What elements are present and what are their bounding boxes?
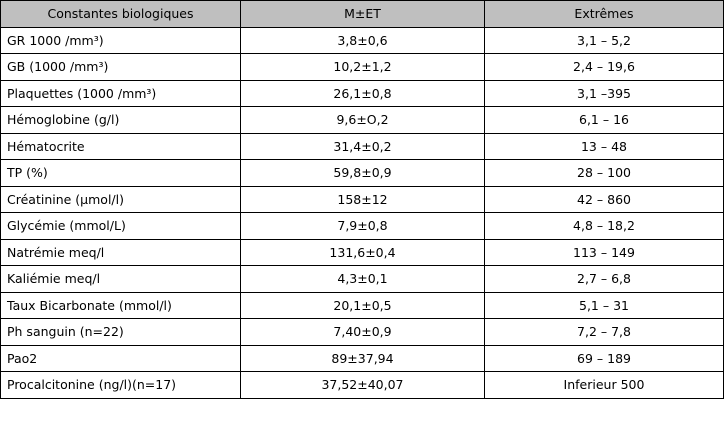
range-cell: 7,2 – 7,8	[485, 319, 724, 346]
range-cell: 42 – 860	[485, 186, 724, 213]
mean-sd-cell: 131,6±0,4	[241, 239, 485, 266]
parameter-cell: Taux Bicarbonate (mmol/l)	[1, 292, 241, 319]
parameter-cell: Ph sanguin (n=22)	[1, 319, 241, 346]
mean-sd-cell: 26,1±0,8	[241, 80, 485, 107]
table-row	[1, 292, 724, 319]
range-cell: 3,1 – 5,2	[485, 27, 724, 54]
table-row	[1, 213, 724, 240]
range-cell: 4,8 – 18,2	[485, 213, 724, 240]
parameter-cell: GR 1000 /mm³)	[1, 27, 241, 54]
range-cell: 2,7 – 6,8	[485, 266, 724, 293]
table-body	[1, 27, 724, 398]
table-row	[1, 239, 724, 266]
parameter-cell: GB (1000 /mm³)	[1, 54, 241, 81]
table-row	[1, 54, 724, 81]
parameter-cell: Plaquettes (1000 /mm³)	[1, 80, 241, 107]
range-cell: 6,1 – 16	[485, 107, 724, 134]
mean-sd-cell: 4,3±0,1	[241, 266, 485, 293]
mean-sd-cell: 10,2±1,2	[241, 54, 485, 81]
parameter-cell: Créatinine (µmol/l)	[1, 186, 241, 213]
parameter-cell: Pao2	[1, 345, 241, 372]
table-row	[1, 319, 724, 346]
mean-sd-cell: 9,6±O,2	[241, 107, 485, 134]
parameter-cell: TP (%)	[1, 160, 241, 187]
table-row	[1, 372, 724, 399]
parameter-cell: Kaliémie meq/l	[1, 266, 241, 293]
table-row	[1, 266, 724, 293]
range-cell: 113 – 149	[485, 239, 724, 266]
mean-sd-cell: 89±37,94	[241, 345, 485, 372]
range-cell: Inferieur 500	[485, 372, 724, 399]
range-cell: 5,1 – 31	[485, 292, 724, 319]
range-cell: 69 – 189	[485, 345, 724, 372]
header-extremes: Extrêmes	[485, 1, 724, 28]
table-row	[1, 345, 724, 372]
mean-sd-cell: 7,9±0,8	[241, 213, 485, 240]
parameter-cell: Hémoglobine (g/l)	[1, 107, 241, 134]
table-row	[1, 133, 724, 160]
table-row	[1, 107, 724, 134]
range-cell: 13 – 48	[485, 133, 724, 160]
header-mean-sd: M±ET	[241, 1, 485, 28]
mean-sd-cell: 59,8±0,9	[241, 160, 485, 187]
mean-sd-cell: 158±12	[241, 186, 485, 213]
header-biological-constants: Constantes biologiques	[1, 1, 241, 28]
range-cell: 28 – 100	[485, 160, 724, 187]
mean-sd-cell: 31,4±0,2	[241, 133, 485, 160]
table-row	[1, 160, 724, 187]
table-row	[1, 186, 724, 213]
table-header-row	[1, 1, 724, 28]
table-row	[1, 27, 724, 54]
range-cell: 2,4 – 19,6	[485, 54, 724, 81]
range-cell: 3,1 –395	[485, 80, 724, 107]
mean-sd-cell: 37,52±40,07	[241, 372, 485, 399]
parameter-cell: Hématocrite	[1, 133, 241, 160]
parameter-cell: Glycémie (mmol/L)	[1, 213, 241, 240]
mean-sd-cell: 7,40±0,9	[241, 319, 485, 346]
mean-sd-cell: 3,8±0,6	[241, 27, 485, 54]
mean-sd-cell: 20,1±0,5	[241, 292, 485, 319]
table-row	[1, 80, 724, 107]
parameter-cell: Natrémie meq/l	[1, 239, 241, 266]
parameter-cell: Procalcitonine (ng/l)(n=17)	[1, 372, 241, 399]
